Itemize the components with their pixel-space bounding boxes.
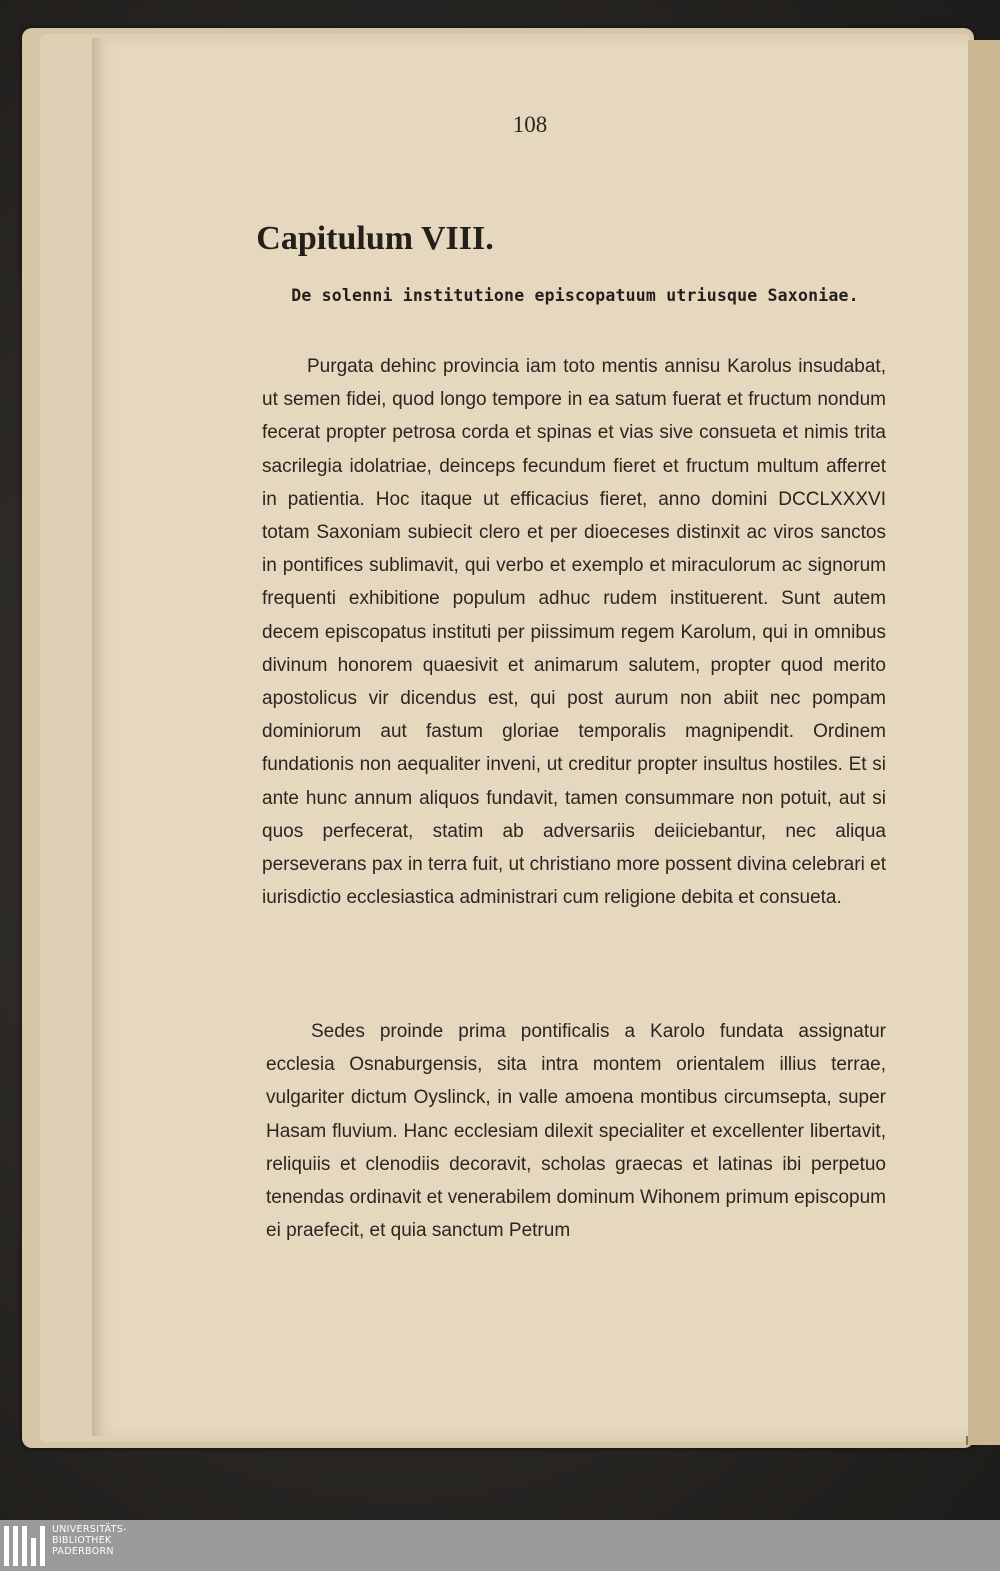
page-number: 108 <box>512 112 548 137</box>
library-name <box>52 1524 127 1557</box>
library-name-line-3: PADERBORN <box>52 1546 114 1557</box>
paragraph-1-text: Purgata dehinc provincia iam toto mentis annisu Karolus insudabat, ut semen fidei, quod longo tempore in ea satum fuerat et fructum nondum fecerat propter petrosa corda et spinas et vias sive consueta et nimis trita sacrilegia idolatriae, deinceps fecundum fieret et fructum multum afferret in patientia. Hoc itaque ut efficacius fieret, anno domini DCCLXXXVI totam Saxoniam subiecit clero et per dioeceses distinxit ac viros sanctos in pontifices sublimavit, qui verbo et exemplo et miraculorum ac signorum frequenti exhibitione populum adhuc rudem instituerent. Sunt autem decem episcopatus instituti per piissimum regem Karolum, qui in omnibus divinum honorem quaesivit et animarum salutem, propter quod merito apostolicus vir dicendus est, qui post aurum non abiit nec pompam dominiorum aut fastum gloriae temporalis magnipendit. Ordinem fundationis non aequaliter inveni, ut creditur propter insultus hostiles. Et si ante hunc annum aliquos fundavit, tamen consummare non potuit, aut si quos perfecerat, statim ab adversariis deiiciebantur, nec aliqua perseverans pax in terra fuit, ut christiano more possent divina celebrari et iurisdictio ecclesiastica administrari cum religione debita et consueta. <box>262 356 886 909</box>
chapter-subtitle: De solenni institutione episcopatuum utriusque Saxoniae. <box>291 286 859 305</box>
paragraph-2-text: Sedes proinde prima pontificalis a Karolo fundata assignatur ecclesia Osnaburgensis, sita intra montem orientalem illius terrae, vulgariter dictum Oyslinck, in valle amoena montibus circumsepta, super Hasam fluvium. Hanc ecclesiam dilexit specialiter et excellenter libertavit, reliquiis et clenodiis decoravit, scholas graecas et latinas ibi perpetuo tenendas ordinavit et venerabilem dominum Wihonem primum episcopum ei praefecit, et quia sanctum Petrum <box>266 1021 886 1242</box>
library-name-line-2: BIBLIOTHEK <box>52 1535 112 1546</box>
chapter-title: Capitulum VIII. <box>256 220 494 257</box>
paragraph-2 <box>266 1015 886 1247</box>
library-footer <box>0 1520 1000 1571</box>
facing-page-edge <box>966 40 1000 1445</box>
library-name-line-1: UNIVERSITÄTS- <box>52 1524 127 1535</box>
library-logo-icon <box>4 1526 44 1566</box>
paragraph-1 <box>262 350 886 914</box>
